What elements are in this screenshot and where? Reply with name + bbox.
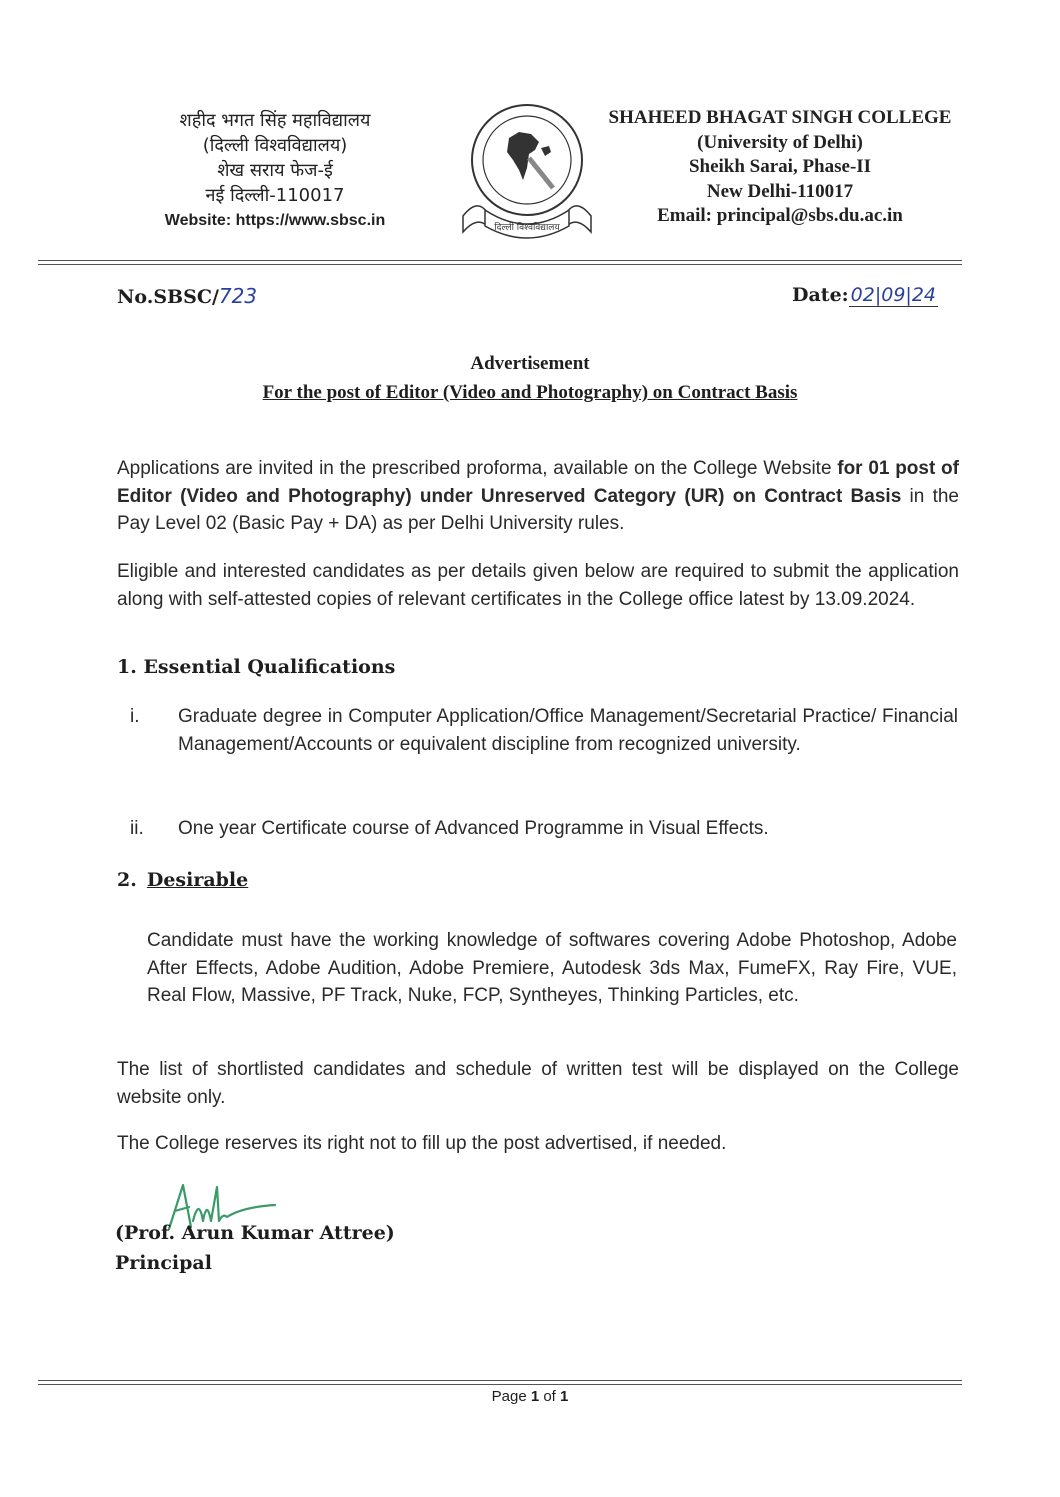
reservation-paragraph: The College reserves its right not to fill up the post advertised, if needed. [117,1133,727,1154]
item-numeral: i. [130,706,140,727]
signatory-designation: Principal [115,1252,212,1274]
college-name: SHAHEED BHAGAT SINGH COLLEGE [608,107,952,128]
hindi-college-name: शहीद भगत सिंह महाविद्यालय [179,110,371,131]
header-hindi-address [130,108,420,233]
email-text: Email: principal@sbs.du.ac.in [657,205,903,226]
hindi-city: नई दिल्ली-110017 [205,185,345,206]
item-numeral: ii. [130,818,144,839]
date-label: Date: [792,284,849,306]
date-handwritten-value: 02|09|24 [850,284,937,306]
essential-qualifications-heading: 1. Essential Qualifications [117,656,396,678]
desirable-number: 2. [117,869,137,891]
header-divider-thin [38,264,962,265]
page-of-label: of [539,1388,561,1405]
page-total: 1 [560,1388,569,1405]
invitation-text-end: in the Pay Level 02 (Basic Pay + DA) as per Delhi University rules. [117,485,959,534]
reference-handwritten-number: 723 [218,284,258,308]
header-english-address [600,106,960,229]
eligibility-paragraph: Eligible and interested candidates as per details given below are required to submit the application along with self-attested copies of relevant certificates in the College office latest by 13.09.2024. [117,561,959,610]
item-text: Graduate degree in Computer Application/Office Management/Secretarial Practice/ Financial Management/Accounts or equivalent discipline from recognized university. [178,706,958,755]
hindi-university: (दिल्ली विश्वविद्यालय) [202,135,348,156]
item-text: One year Certificate course of Advanced Programme in Visual Effects. [178,818,769,839]
reference-label: No.SBSC/ [117,286,219,308]
reference-number [117,284,257,308]
locality: Sheikh Sarai, Phase-II [688,156,872,177]
document-date [792,284,938,306]
city: New Delhi-110017 [706,180,854,202]
college-seal-icon [457,98,597,243]
invitation-bold-text: for 01 post of Editor (Video and Photography) under Unreserved Category (UR) on Contract Basis [117,458,959,507]
page-label: Page [491,1388,531,1405]
signatory-name: (Prof. Arun Kumar Attree) [115,1222,395,1244]
footer-divider [38,1380,962,1381]
footer-divider-thin [38,1384,962,1385]
university-name: (University of Delhi) [697,131,863,153]
hindi-locality: शेख सराय फेज-ई [217,160,333,181]
seal-ribbon-text: दिल्ली विश्वविद्यालय [494,223,560,233]
page-number [0,1388,1060,1405]
document-title: Advertisement [470,353,590,374]
website-text: Website: https://www.sbsc.in [164,212,386,229]
signatory-block [115,1218,395,1278]
desirable-label: Desirable [146,869,249,891]
shortlist-paragraph: The list of shortlisted candidates and schedule of written test will be displayed on the College website only. [117,1059,959,1108]
invitation-paragraph [117,455,959,538]
document-subtitle: For the post of Editor (Video and Photography) on Contract Basis [262,382,798,403]
desirable-heading [117,869,248,891]
page-current: 1 [530,1388,540,1405]
invitation-text: Applications are invited in the prescribed proforma, available on the College Website [117,458,838,479]
header-divider [38,260,962,261]
desirable-paragraph: Candidate must have the working knowledge of softwares covering Adobe Photoshop, Adobe After Effects, Adobe Audition, Adobe Premiere, Autodesk 3ds Max, FumeFX, Ray Fire, VUE, Real Flow, Massive, PF Track, Nuke, FCP, Syntheyes, Thinking Particles, etc. [147,930,957,1006]
